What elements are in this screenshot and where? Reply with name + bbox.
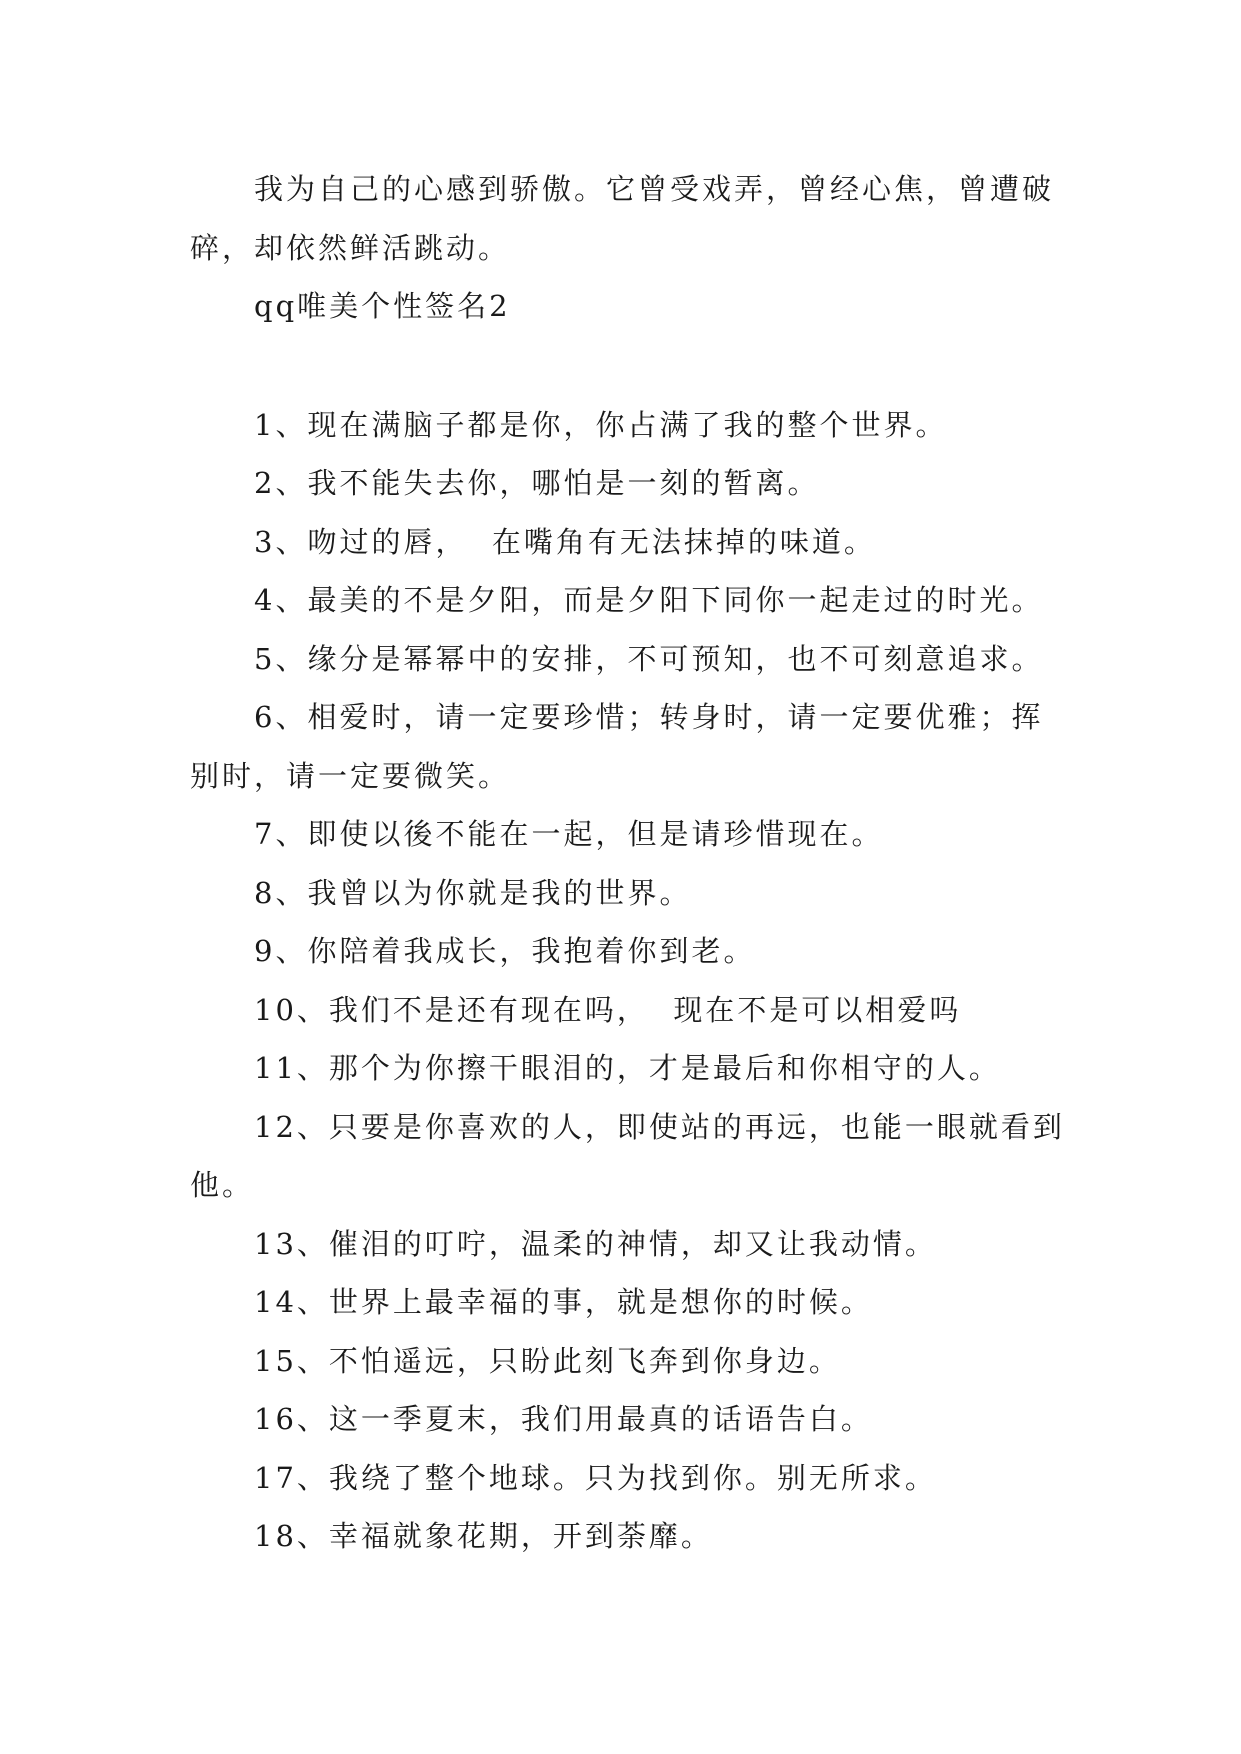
section-heading: qq唯美个性签名2 (254, 289, 511, 323)
list-item: 13、催泪的叮咛，温柔的神情，却又让我动情。 (254, 1226, 937, 1261)
list-item: 11、那个为你擦干眼泪的，才是最后和你相守的人。 (254, 1051, 1001, 1085)
document-body (190, 160, 1070, 1566)
list-item: 10、我们不是还有现在吗， 现在不是可以相爱吗 (254, 992, 962, 1027)
list-item: 15、不怕遥远，只盼此刻飞奔到你身边。 (254, 1343, 841, 1378)
list-item: 2、我不能失去你，哪怕是一刻的暂离。 (254, 466, 820, 500)
list-item: 3、吻过的唇， 在嘴角有无法抹掉的味道。 (254, 524, 876, 559)
list-item: 7、即使以後不能在一起，但是请珍惜现在。 (254, 817, 884, 851)
list-item: 17、我绕了整个地球。只为找到你。别无所求。 (254, 1460, 937, 1495)
list-item: 12、只要是你喜欢的人，即使站的再远，也能一眼就看到他。 (190, 1109, 1065, 1202)
list-item: 5、缘分是幂幂中的安排，不可预知，也不可刻意追求。 (254, 641, 1044, 676)
list-item: 14、世界上最幸福的事，就是想你的时候。 (254, 1285, 873, 1319)
list-item: 4、最美的不是夕阳，而是夕阳下同你一起走过的时光。 (254, 583, 1044, 617)
list-item: 8、我曾以为你就是我的世界。 (254, 875, 692, 910)
list-item: 16、这一季夏末，我们用最真的话语告白。 (254, 1402, 873, 1436)
list-item: 6、相爱时，请一定要珍惜；转身时，请一定要优雅；挥别时，请一定要微笑。 (190, 700, 1044, 793)
list-item: 1、现在满脑子都是你，你占满了我的整个世界。 (254, 407, 948, 442)
intro-paragraph: 我为自己的心感到骄傲。它曾受戏弄，曾经心焦，曾遭破碎，却依然鲜活跳动。 (190, 172, 1055, 265)
list-item: 9、你陪着我成长，我抱着你到老。 (254, 934, 756, 968)
list-item: 18、幸福就象花期，开到荼靡。 (254, 1519, 713, 1553)
